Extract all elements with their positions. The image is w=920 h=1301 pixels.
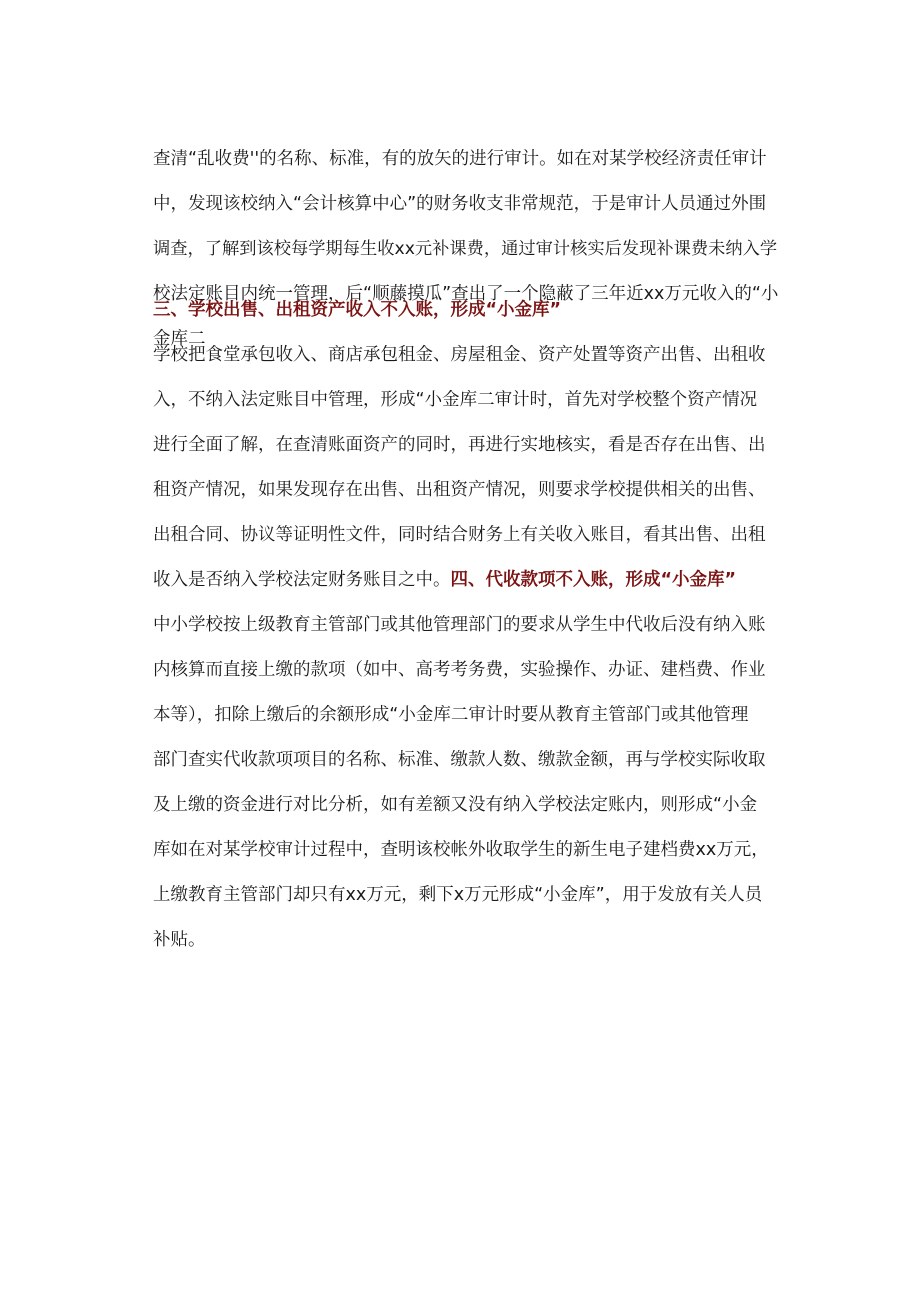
- section-4-heading: 四、代收款项不入账，形成“小金库”: [450, 570, 737, 590]
- text-line: 入，不纳入法定账目中管理，形成“小金库二审计时，首先对学校整个资产情况: [153, 390, 758, 410]
- text-line: 进行全面了解，在查清账面资产的同时，再进行实地核实，看是否存在出售、出: [153, 435, 766, 455]
- text-line: 部门查实代收款项项目的名称、标准、缴款人数、缴款金额，再与学校实际收取: [153, 750, 766, 770]
- text-line: 库如在对某学校审计过程中，查明该校帐外收取学生的新生电子建档费xx万元，: [153, 840, 769, 860]
- text-line: 调查，了解到该校每学期每生收xx元补课费，通过审计核实后发现补课费未纳入学: [153, 239, 778, 259]
- text-line: 中小学校按上级教育主管部门或其他管理部门的要求从学生中代收后没有纳入账: [153, 615, 766, 635]
- section-3-heading: 三、学校出售、出租资产收入不入账，形成“小金库”: [153, 300, 562, 320]
- text-line: 中，发现该校纳入“会计核算中心”的财务收支非常规范，于是审计人员通过外围: [153, 194, 767, 214]
- text-line-segment: 收入是否纳入学校法定财务账目之中。: [153, 570, 451, 590]
- text-line: 金库二: [153, 329, 206, 349]
- text-line: 本等），扣除上缴后的余额形成“小金库二审计时要从教育主管部门或其他管理: [153, 705, 749, 725]
- text-line: 学校把食堂承包收入、商店承包租金、房屋租金、资产处置等资产出售、出租收: [153, 345, 766, 365]
- text-line: 及上缴的资金进行对比分析，如有差额又没有纳入学校法定账内，则形成“小金: [153, 795, 758, 815]
- text-line: 上缴教育主管部门却只有xx万元，剩下x万元形成“小金库”，用于发放有关人员: [153, 885, 763, 905]
- text-line: 租资产情况，如果发现存在出售、出租资产情况，则要求学校提供相关的出售、: [153, 480, 766, 500]
- text-line: 查清“乱收费''的名称、标准，有的放矢的进行审计。如在对某学校经济责任审计: [153, 149, 767, 169]
- mixed-line: [153, 558, 779, 603]
- main-body: [153, 288, 779, 963]
- text-line: 出租合同、协议等证明性文件，同时结合财务上有关收入账目，看其出售、出租: [153, 525, 766, 545]
- text-line: 补贴。: [153, 930, 206, 950]
- text-line: 校法定账目内统一管理，后“顺藤摸瓜”查出了一个隐蔽了三年近xx万元收入的“小: [153, 284, 779, 304]
- text-line: 内核算而直接上缴的款项（如中、高考考务费，实验操作、办证、建档费、作业: [153, 660, 766, 680]
